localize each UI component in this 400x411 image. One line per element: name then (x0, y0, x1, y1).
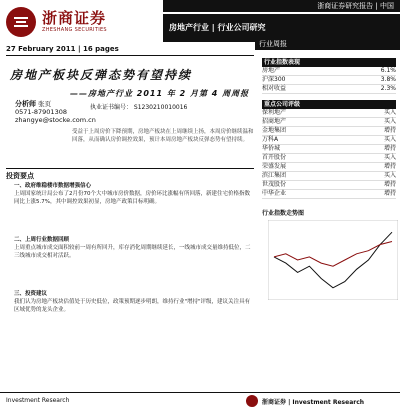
logo-symbol (6, 7, 36, 37)
company-rating: 买入 (383, 154, 396, 161)
company-name: 金地集团 (262, 127, 287, 134)
company-rating: 买入 (383, 118, 396, 125)
section-1-body: 上周国家统计局公布了2月份70个大中城市房价数据，房价环比涨幅有所回落，新建住宅价格指数同比上涨5.7%，其中调控效果初显，房地产政策目标明确。 (14, 191, 251, 205)
header-topbar: 浙商证券研究报告 | 中国 (163, 0, 400, 12)
company-name: 中华企业 (262, 190, 287, 197)
analyst-name: 张页 (38, 100, 52, 108)
index-trend-chart (268, 220, 398, 300)
chart-title: 行业指数走势图 (262, 210, 305, 217)
company-rating: 增持 (383, 190, 396, 197)
company-name: 华侨城 (262, 145, 281, 152)
report-title: 房地产板块反弹态势有望持续 (10, 68, 193, 82)
report-subtitle: ——房地产行业 2011 年 2 月第 4 周周报 (70, 89, 250, 98)
section-3 (14, 290, 254, 314)
company-name: 世茂股份 (262, 181, 287, 188)
index-value: 3.8% (380, 76, 396, 83)
footer-separator: | (288, 399, 293, 406)
logo-name: 浙商证券 (42, 9, 107, 27)
table-row (262, 67, 396, 76)
analyst-phone: 0571-87901308 (15, 108, 67, 116)
chart-canvas (268, 220, 398, 300)
section-3-title: 三、投资建议 (14, 291, 48, 297)
company-rating: 增持 (383, 163, 396, 170)
separator: | (77, 45, 83, 53)
analyst-label: 分析师 (15, 100, 36, 108)
footer-left-text: Investment Research (6, 397, 70, 404)
company-name: 保利地产 (262, 109, 287, 116)
table-row (262, 136, 396, 145)
index-name: 相对收益 (262, 85, 287, 92)
section-2-title: 二、上周行业数据回顾 (14, 237, 70, 243)
intro-paragraph: 受益于上周房价下降预期，房地产板块在上周继续上扬，本周房价继续温和回落，从而确认房价调控效果，预计本周房地产板块反弹态势有望持续。 (72, 129, 254, 143)
table-row (262, 163, 396, 172)
company-name: 招商地产 (262, 118, 287, 125)
table-row (262, 127, 396, 136)
table-row (262, 118, 396, 127)
section-1-title: 一、政府维稳楼市数据增强信心 (14, 183, 92, 189)
index-value: 2.3% (380, 85, 396, 92)
logo-en: ZHESHANG SECURITIES (42, 27, 107, 33)
section-2 (14, 236, 254, 260)
page-footer (0, 392, 400, 411)
date-line (6, 45, 254, 56)
company-rating: 增持 (383, 181, 396, 188)
section-3-body: 我们认为房地产板块估值处于历史低位，政策预期逐步明朗，维持行业"增持"评级，建议关注具有区域优势的龙头企业。 (14, 299, 251, 313)
table-row (262, 76, 396, 85)
report-type-tag: 行业周报 (255, 38, 400, 50)
company-logo (6, 5, 131, 41)
footer-brand-text (262, 397, 364, 406)
table-row (262, 190, 396, 199)
index-name: 沪深300 (262, 76, 286, 83)
index-table-header: 行业指数表现 (262, 58, 396, 67)
page-count: 16 pages (82, 45, 119, 53)
table-row (262, 109, 396, 118)
report-date: 27 February 2011 (6, 45, 76, 53)
company-ratings-table (262, 100, 396, 199)
footer-brand (246, 395, 396, 409)
index-value: 6.1% (380, 67, 396, 74)
company-name: 荣盛发展 (262, 163, 287, 170)
table-row (262, 181, 396, 190)
company-name: 首开股份 (262, 154, 287, 161)
company-name: 滨江集团 (262, 172, 287, 179)
table-row (262, 154, 396, 163)
index-name: 房地产 (262, 67, 281, 74)
company-rating: 增持 (383, 127, 396, 134)
logo-mark-icon (6, 7, 36, 37)
section-heading: 投资要点 (6, 168, 254, 181)
header-section: 房地产行业 | 行业公司研究 (163, 14, 400, 42)
section-1 (14, 182, 254, 206)
analyst-block (15, 100, 96, 124)
table-row (262, 172, 396, 181)
analyst-email: zhangye@stocke.com.cn (15, 116, 96, 124)
footer-brand-cn: 浙商证券 (262, 399, 287, 406)
footer-brand-en: Investment Research (292, 399, 365, 406)
company-rating: 买入 (383, 109, 396, 116)
index-performance-table (262, 58, 396, 94)
certificate-number: 执业证书编号： S1230210010016 (90, 104, 188, 111)
company-rating: 买入 (383, 136, 396, 143)
company-rating: 增持 (383, 145, 396, 152)
company-rating: 买入 (383, 172, 396, 179)
company-name: 万科A (262, 136, 279, 143)
table-row (262, 85, 396, 94)
footer-logo-icon (246, 395, 258, 407)
table-row (262, 145, 396, 154)
ratings-table-header: 重点公司评级 (262, 100, 396, 109)
section-2-body: 上周重点城市成交面积较前一周有所回升，库存消化周期继续延长，一线城市成交量维持低位，二三线城市成交相对活跃。 (14, 245, 251, 259)
